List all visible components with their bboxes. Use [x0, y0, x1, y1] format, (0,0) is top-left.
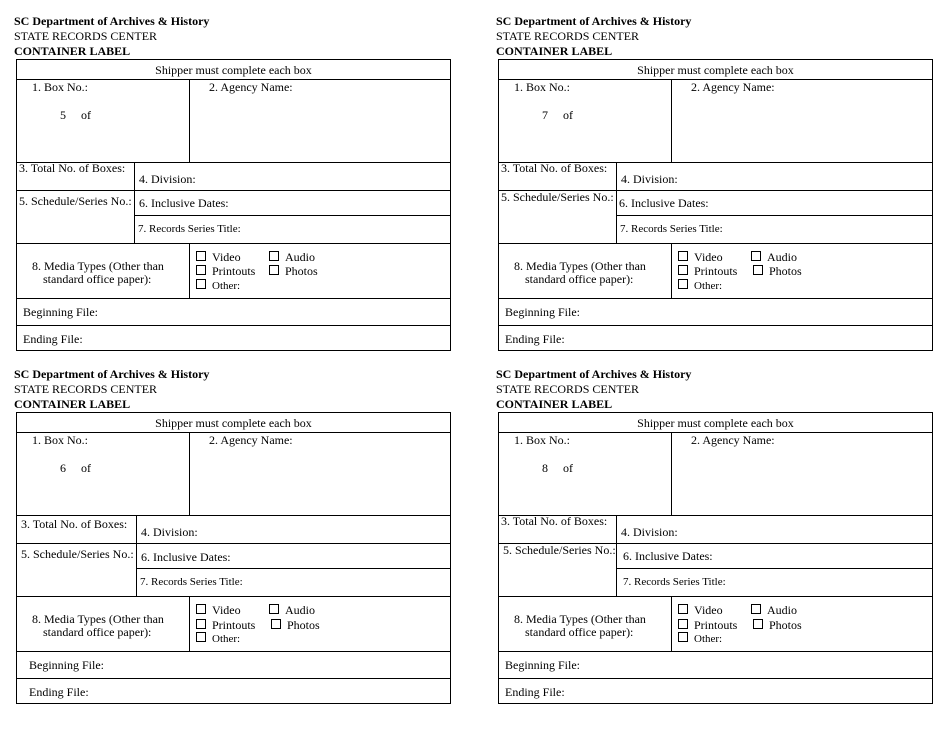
total-boxes-label[interactable]: 3. Total No. of Boxes: [501, 161, 608, 175]
agency-name-label[interactable]: 2. Agency Name: [209, 433, 293, 447]
ending-file-label[interactable]: Ending File: [23, 332, 83, 346]
agency-name-label[interactable]: 2. Agency Name: [209, 80, 293, 94]
box-number[interactable]: 6 [60, 461, 66, 475]
records-center: STATE RECORDS CENTER [14, 382, 158, 396]
records-series-title-label[interactable]: 7. Records Series Title: [623, 576, 726, 588]
media-types-label-line2: standard office paper): [43, 625, 152, 639]
container-label-4 [496, 367, 934, 699]
inclusive-dates-label[interactable]: 6. Inclusive Dates: [619, 196, 709, 210]
media-option-photos[interactable]: Photos [753, 618, 802, 633]
box-no-label[interactable]: 1. Box No.: [32, 80, 89, 94]
label-form [498, 412, 933, 704]
records-center: STATE RECORDS CENTER [496, 382, 640, 396]
ending-file-label[interactable]: Ending File: [505, 332, 565, 346]
media-option-video[interactable]: Video [196, 603, 241, 618]
media-types-label-line1: 8. Media Types (Other than [514, 612, 646, 626]
shipper-note: Shipper must complete each box [155, 63, 312, 77]
media-option-video[interactable]: Video [196, 250, 241, 265]
agency-name-label[interactable]: 2. Agency Name: [691, 433, 775, 447]
box-of: of [563, 108, 573, 122]
org-name: SC Department of Archives & History [496, 367, 692, 381]
schedule-series-label[interactable]: 5. Schedule/Series No.: [503, 543, 616, 557]
checkbox-audio[interactable] [751, 251, 761, 261]
box-no-label[interactable]: 1. Box No.: [514, 80, 571, 94]
checkbox-other[interactable] [678, 279, 688, 289]
schedule-series-label[interactable]: 5. Schedule/Series No.: [21, 547, 134, 561]
media-option-other[interactable]: Other: [678, 632, 722, 645]
container-label-3 [14, 367, 452, 699]
container-label-2 [496, 14, 934, 346]
checkbox-printouts[interactable] [196, 265, 206, 275]
schedule-series-label[interactable]: 5. Schedule/Series No.: [501, 190, 614, 204]
records-series-title-label[interactable]: 7. Records Series Title: [138, 223, 241, 235]
media-option-audio[interactable]: Audio [269, 603, 315, 618]
checkbox-photos[interactable] [269, 265, 279, 275]
box-of: of [81, 461, 91, 475]
beginning-file-label[interactable]: Beginning File: [505, 305, 580, 319]
media-types-label-line2: standard office paper): [43, 272, 152, 286]
shipper-note: Shipper must complete each box [637, 63, 794, 77]
checkbox-video[interactable] [196, 604, 206, 614]
org-name: SC Department of Archives & History [496, 14, 692, 28]
label-title: CONTAINER LABEL [14, 44, 131, 58]
shipper-note: Shipper must complete each box [155, 416, 312, 430]
media-option-video[interactable]: Video [678, 250, 723, 265]
media-option-other[interactable]: Other: [678, 279, 722, 292]
media-option-audio[interactable]: Audio [269, 250, 315, 265]
label-form [498, 59, 933, 351]
box-of: of [81, 108, 91, 122]
checkbox-printouts[interactable] [678, 265, 688, 275]
total-boxes-label[interactable]: 3. Total No. of Boxes: [21, 517, 128, 531]
media-option-photos[interactable]: Photos [753, 264, 802, 279]
inclusive-dates-label[interactable]: 6. Inclusive Dates: [141, 550, 231, 564]
checkbox-printouts[interactable] [196, 619, 206, 629]
total-boxes-label[interactable]: 3. Total No. of Boxes: [19, 161, 126, 175]
media-option-audio[interactable]: Audio [751, 250, 797, 265]
shipper-note: Shipper must complete each box [637, 416, 794, 430]
beginning-file-label[interactable]: Beginning File: [23, 305, 98, 319]
media-option-other[interactable]: Other: [196, 279, 240, 292]
media-option-printouts[interactable]: Printouts [196, 264, 255, 279]
media-option-audio[interactable]: Audio [751, 603, 797, 618]
inclusive-dates-label[interactable]: 6. Inclusive Dates: [623, 549, 713, 563]
division-label[interactable]: 4. Division: [621, 172, 678, 186]
media-types-label-line1: 8. Media Types (Other than [514, 259, 646, 273]
checkbox-other[interactable] [196, 279, 206, 289]
ending-file-label[interactable]: Ending File: [505, 685, 565, 699]
box-number[interactable]: 8 [542, 461, 548, 475]
media-option-printouts[interactable]: Printouts [678, 618, 737, 633]
media-option-printouts[interactable]: Printouts [196, 618, 255, 633]
org-name: SC Department of Archives & History [14, 14, 210, 28]
media-option-printouts[interactable]: Printouts [678, 264, 737, 279]
checkbox-audio[interactable] [269, 251, 279, 261]
checkbox-audio[interactable] [269, 604, 279, 614]
ending-file-label[interactable]: Ending File: [29, 685, 89, 699]
media-types-label-line1: 8. Media Types (Other than [32, 259, 164, 273]
box-number[interactable]: 7 [542, 108, 548, 122]
checkbox-audio[interactable] [751, 604, 761, 614]
records-center: STATE RECORDS CENTER [496, 29, 640, 43]
box-number[interactable]: 5 [60, 108, 66, 122]
checkbox-video[interactable] [196, 251, 206, 261]
records-series-title-label[interactable]: 7. Records Series Title: [140, 576, 243, 588]
media-types-label-line1: 8. Media Types (Other than [32, 612, 164, 626]
total-boxes-label[interactable]: 3. Total No. of Boxes: [501, 514, 608, 528]
container-label-1 [14, 14, 452, 346]
box-of: of [563, 461, 573, 475]
label-form [16, 412, 451, 704]
media-option-photos[interactable]: Photos [269, 264, 318, 279]
schedule-series-label[interactable]: 5. Schedule/Series No.: [19, 194, 132, 208]
box-no-label[interactable]: 1. Box No.: [32, 433, 89, 447]
division-label[interactable]: 4. Division: [621, 525, 678, 539]
box-no-label[interactable]: 1. Box No.: [514, 433, 571, 447]
records-center: STATE RECORDS CENTER [14, 29, 158, 43]
checkbox-printouts[interactable] [678, 619, 688, 629]
checkbox-other[interactable] [196, 632, 206, 642]
inclusive-dates-label[interactable]: 6. Inclusive Dates: [139, 196, 229, 210]
checkbox-other[interactable] [678, 632, 688, 642]
beginning-file-label[interactable]: Beginning File: [29, 658, 104, 672]
division-label[interactable]: 4. Division: [139, 172, 196, 186]
checkbox-video[interactable] [678, 251, 688, 261]
media-types-label-line2: standard office paper): [525, 272, 634, 286]
label-title: CONTAINER LABEL [14, 397, 131, 411]
label-title: CONTAINER LABEL [496, 397, 613, 411]
label-title: CONTAINER LABEL [496, 44, 613, 58]
division-label[interactable]: 4. Division: [141, 525, 198, 539]
media-option-video[interactable]: Video [678, 603, 723, 618]
label-form [16, 59, 451, 351]
checkbox-photos[interactable] [753, 265, 763, 275]
checkbox-video[interactable] [678, 604, 688, 614]
records-series-title-label[interactable]: 7. Records Series Title: [620, 223, 723, 235]
checkbox-photos[interactable] [271, 619, 281, 629]
media-option-other[interactable]: Other: [196, 632, 240, 645]
media-option-photos[interactable]: Photos [271, 618, 320, 633]
agency-name-label[interactable]: 2. Agency Name: [691, 80, 775, 94]
beginning-file-label[interactable]: Beginning File: [505, 658, 580, 672]
checkbox-photos[interactable] [753, 619, 763, 629]
media-types-label-line2: standard office paper): [525, 625, 634, 639]
org-name: SC Department of Archives & History [14, 367, 210, 381]
